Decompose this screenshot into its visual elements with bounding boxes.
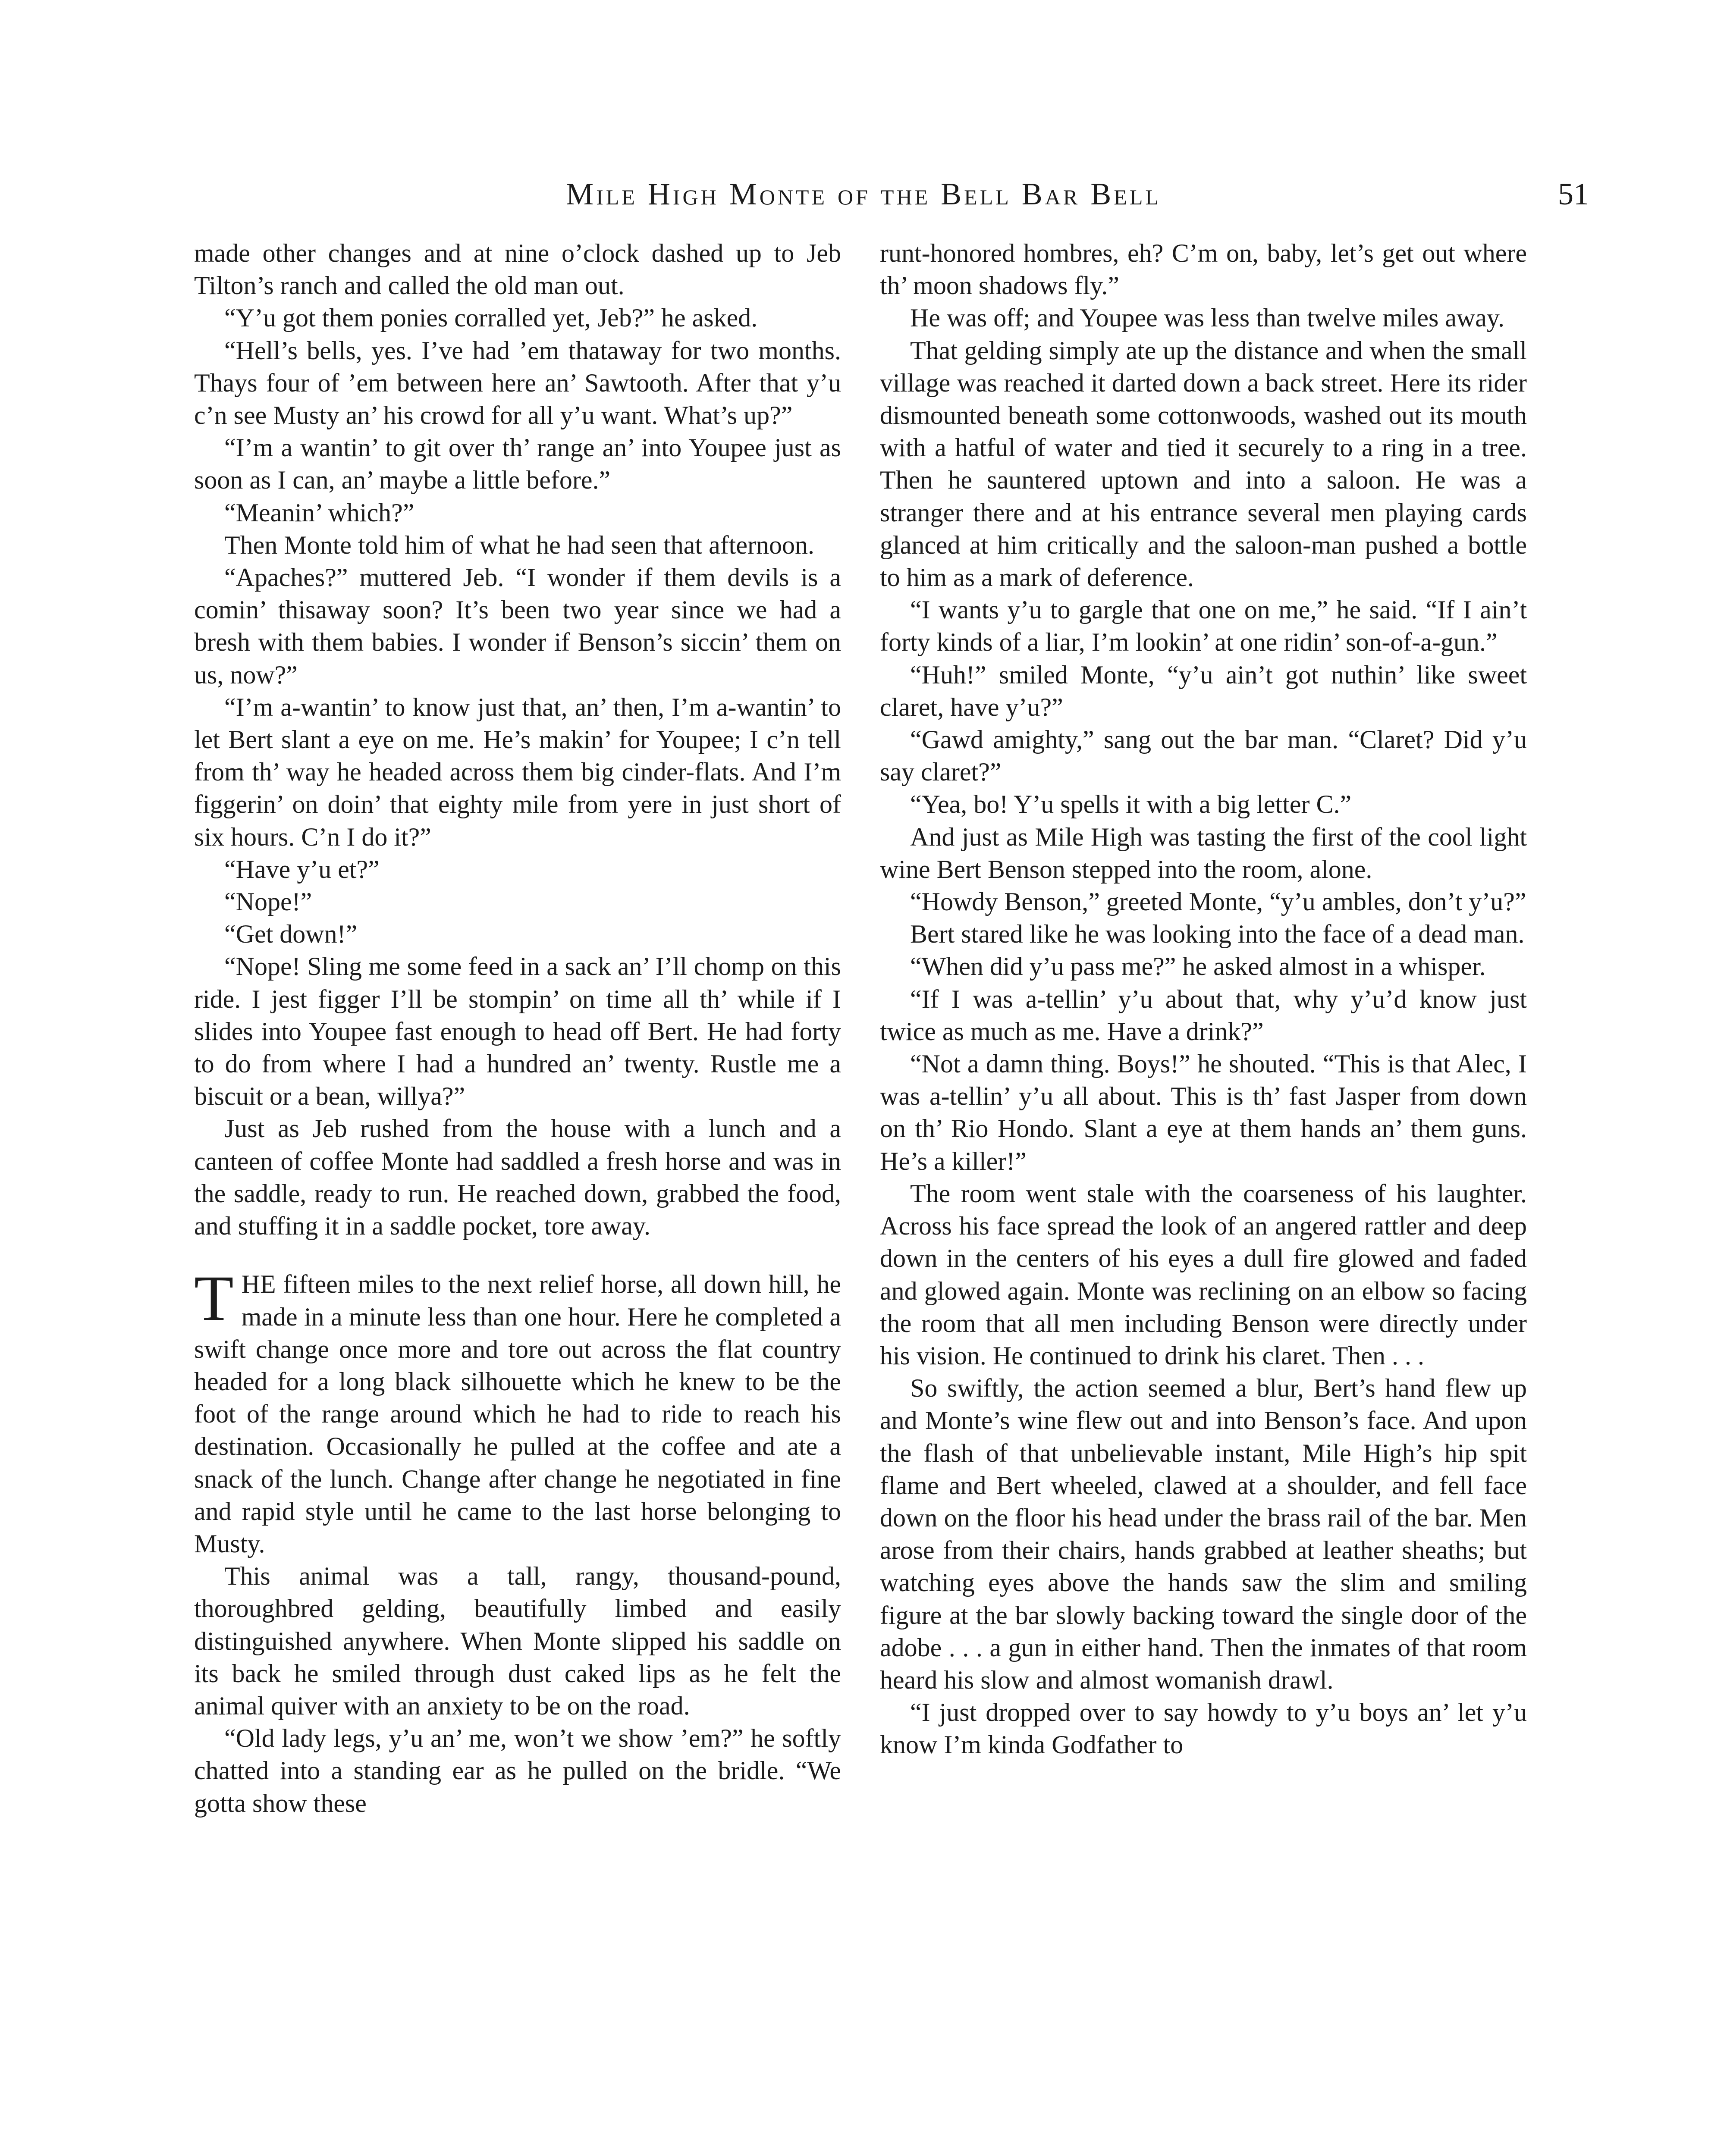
paragraph: “Yea, bo! Y’u spells it with a big letter C.” <box>910 790 1352 819</box>
left-column <box>194 237 841 1820</box>
paragraph: Just as Jeb rushed from the house with a lunch and a canteen of coffee Monte had saddled a fresh horse and was in the saddle, ready to run. He reached down, grabbed the food, and stuffing it in a saddle pocket, tore away. <box>194 1114 841 1241</box>
paragraph: “I’m a wantin’ to git over th’ range an’ into Youpee just as soon as I can, an’ maybe a little before.” <box>194 433 841 495</box>
paragraph: made other changes and at nine o’clock dashed up to Jeb Tilton’s ranch and called the old man out. <box>194 239 841 300</box>
section-opening-text: HE fifteen miles to the next relief horse, all down hill, he made in a minute less than one hour. Here he completed a swift change once more and tore out across the flat country headed for a long black silhouette which he knew to be the foot of the range around which he had to ride to reach his destination. Occasionally he pulled at the coffee and ate a snack of the lunch. Change after change he negotiated in fine and rapid style until he came to the last horse belonging to Musty. <box>194 1270 841 1558</box>
right-column <box>880 237 1527 1761</box>
paragraph: He was off; and Youpee was less than twelve miles away. <box>910 304 1505 332</box>
paragraph: “Not a damn thing. Boys!” he shouted. “This is that Alec, I was a-tellin’ y’u all about. This is th’ fast Jasper from down on th’ Rio Hondo. Slant a eye at them hands an’ them guns. He’s a killer!” <box>880 1050 1527 1175</box>
running-title: Mile High Monte of the Bell Bar Bell <box>566 177 1161 211</box>
page-header <box>0 172 1727 216</box>
paragraph: “Apaches?” muttered Jeb. “I wonder if them devils is a comin’ thisaway soon? It’s been two year since we had a bresh with them babies. I wonder if Benson’s siccin’ them on us, now?” <box>194 563 841 689</box>
paragraph: “Huh!” smiled Monte, “y’u ain’t got nuthin’ like sweet claret, have y’u?” <box>880 660 1527 721</box>
paragraph: “I wants y’u to gargle that one on me,” he said. “If I ain’t forty kinds of a liar, I’m lookin’ at one ridin’ son-of-a-gun.” <box>880 595 1527 657</box>
paragraph: “Y’u got them ponies corralled yet, Jeb?” he asked. <box>224 304 758 332</box>
paragraph: “Howdy Benson,” greeted Monte, “y’u ambles, don’t y’u?” <box>910 887 1526 916</box>
paragraph: “Have y’u et?” <box>224 855 380 884</box>
paragraph: “Gawd amighty,” sang out the bar man. “Claret? Did y’u say claret?” <box>880 725 1527 787</box>
paragraph: That gelding simply ate up the distance and when the small village was reached it darted down a back street. Here its rider dismounted beneath some cottonwoods, washed out its mouth with a hatful of water and tied it securely to a ring in a tree. Then he sauntered uptown and into a saloon. He was a stranger there and at his entrance several men playing cards glanced at him critically and the saloon-man pushed a bottle to him as a mark of deference. <box>880 336 1527 592</box>
paragraph: “Meanin’ which?” <box>224 498 414 527</box>
paragraph: “Nope!” <box>224 887 312 916</box>
paragraph: “I’m a-wantin’ to know just that, an’ then, I’m a-wantin’ to let Bert slant a eye on me. He’s makin’ for Youpee; I c’n tell from th’ way he headed across them big cinder-flats. And I’m figgerin’ on doin’ that eighty mile from yere in just short of six hours. C’n I do it?” <box>194 693 841 851</box>
paragraph: “Nope! Sling me some feed in a sack an’ I’ll chomp on this ride. I jest figger I’ll be stompin’ on time all th’ while if I slides into Youpee fast enough to head off Bert. He had forty to do from where I had a hundred an’ twenty. Rustle me a biscuit or a bean, willya?” <box>194 952 841 1111</box>
section-opening-paragraph <box>194 1263 841 1560</box>
paragraph: “If I was a-tellin’ y’u about that, why y’u’d know just twice as much as me. Have a drink?” <box>880 984 1527 1046</box>
paragraph: Bert stared like he was looking into the face of a dead man. <box>910 920 1525 949</box>
paragraph: “Old lady legs, y’u an’ me, won’t we show ’em?” he softly chatted into a standing ear as he pulled on the bridle. “We gotta show these <box>194 1724 841 1818</box>
paragraph: “Get down!” <box>224 920 358 949</box>
paragraph: This animal was a tall, rangy, thousand-pound, thoroughbred gelding, beautifully limbed and easily distinguished anywhere. When Monte slipped his saddle on its back he smiled through dust caked lips as he felt the animal quiver with an anxiety to be on the road. <box>194 1562 841 1720</box>
paragraph: “I just dropped over to say howdy to y’u boys an’ let y’u know I’m kinda Godfather to <box>880 1698 1527 1759</box>
page-number: 51 <box>1558 177 1589 211</box>
paragraph: The room went stale with the coarseness of his laughter. Across his face spread the look of an angered rattler and deep down in the centers of his eyes a dull fire glowed and faded and glowed again. Monte was reclining on an elbow so facing the room that all men including Benson were directly under his vision. He continued to drink his claret. Then . . . <box>880 1179 1527 1370</box>
paragraph: And just as Mile High was tasting the first of the cool light wine Bert Benson stepped into the room, alone. <box>880 822 1527 884</box>
paragraph: Then Monte told him of what he had seen that afternoon. <box>224 530 814 559</box>
paragraph: runt-honored hombres, eh? C’m on, baby, let’s get out where th’ moon shadows fly.” <box>880 239 1527 300</box>
paragraph: “When did y’u pass me?” he asked almost in a whisper. <box>910 952 1486 981</box>
drop-cap: T <box>194 1263 234 1335</box>
paragraph: “Hell’s bells, yes. I’ve had ’em thataway for two months. Thays four of ’em between here an’ Sawtooth. After that y’u c’n see Musty an’ his crowd for all y’u want. What’s up?” <box>194 336 841 430</box>
paragraph: So swiftly, the action seemed a blur, Bert’s hand flew up and Monte’s wine flew out and into Benson’s face. And upon the flash of that unbelievable instant, Mile High’s hip spit flame and Bert wheeled, clawed at a shoulder, and fell face down on the floor his head under the brass rail of the bar. Men arose from their chairs, hands grabbed at leather sheaths; but watching eyes above the hands saw the slim and smiling figure at the bar slowly backing toward the single door of the adobe . . . a gun in either hand. Then the inmates of that room heard his slow and almost womanish drawl. <box>880 1374 1527 1694</box>
